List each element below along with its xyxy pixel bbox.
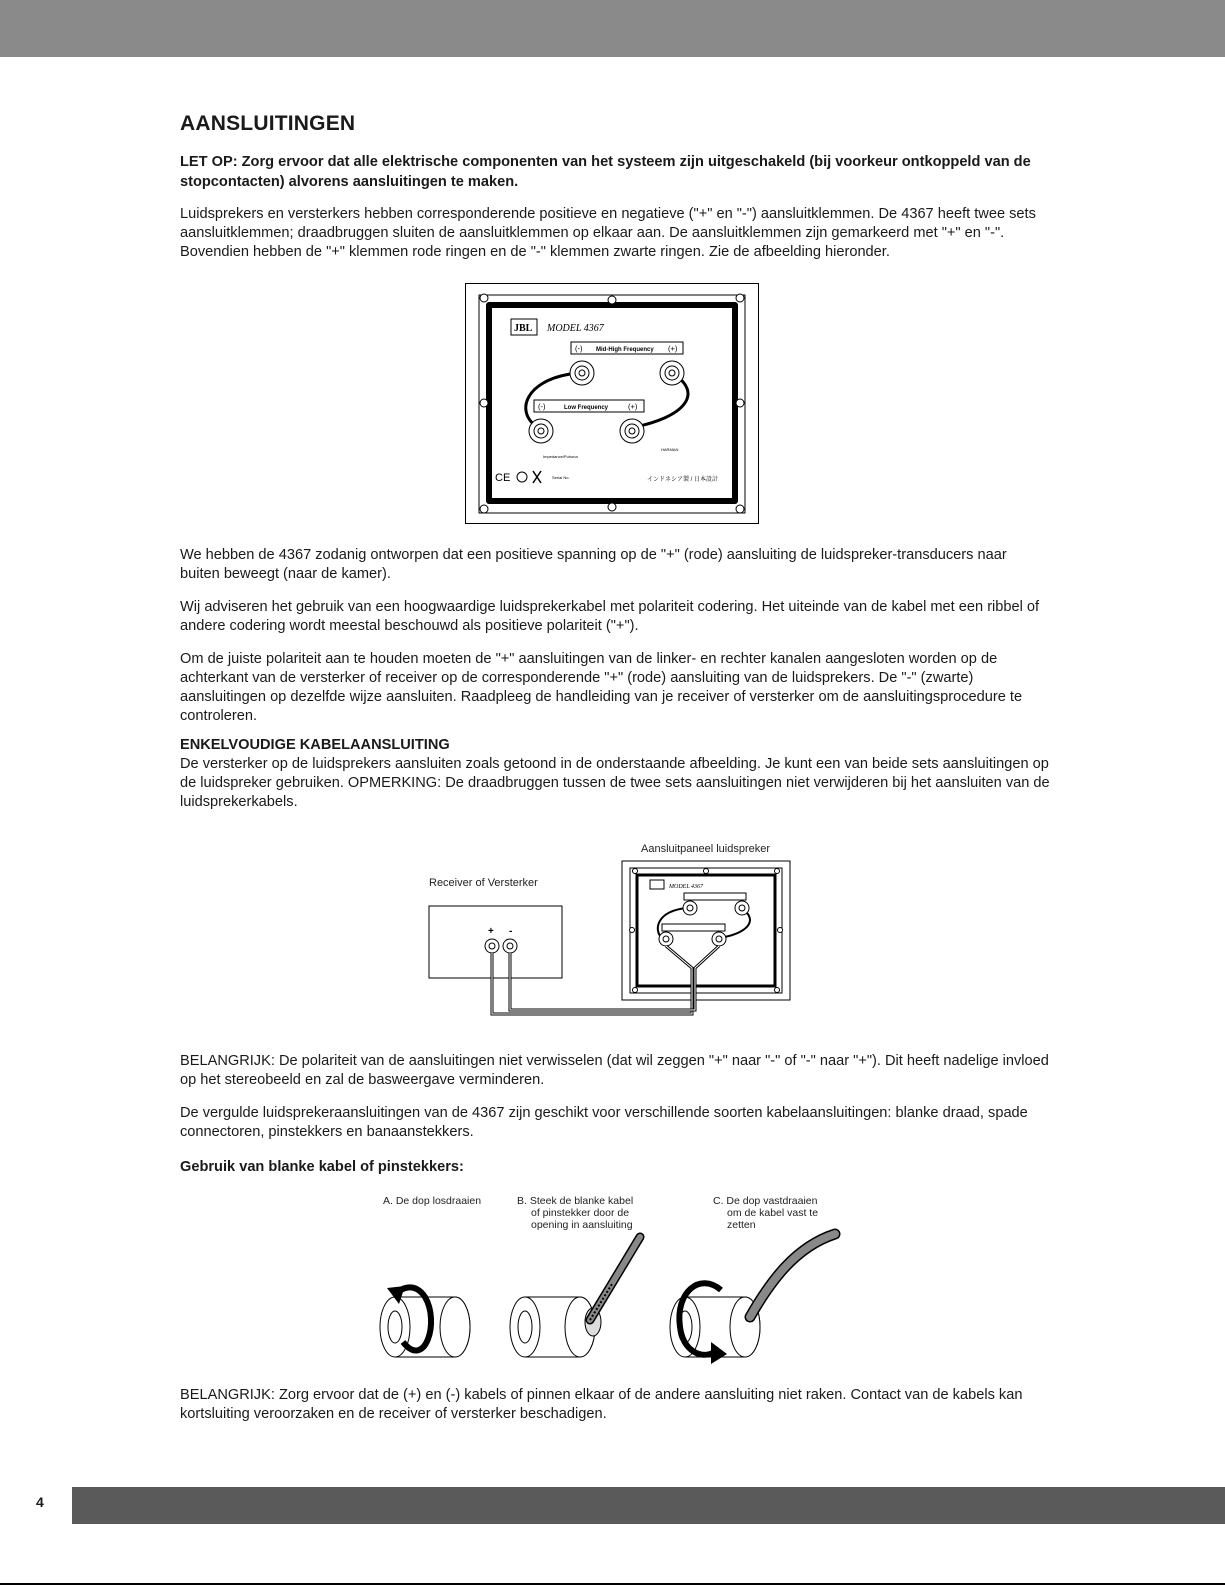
step-a-label: A. De dop losdraaien <box>383 1195 482 1207</box>
step-c-label-2: om de kabel vast te <box>727 1207 819 1219</box>
page-content-4 <box>180 1386 1050 1438</box>
model-label: MODEL 4367 <box>547 323 604 334</box>
step-b-post <box>510 1237 640 1357</box>
hf-plus-label: (+) <box>668 344 678 353</box>
single-connection-heading: ENKELVOUDIGE KABELAANSLUITING <box>180 737 450 753</box>
page-content <box>180 112 1050 276</box>
lf-minus-label: (-) <box>538 402 546 411</box>
header-bar <box>0 0 1225 57</box>
bare-wire-heading: Gebruik van blanke kabel of pinstekkers: <box>180 1159 464 1175</box>
terminal-panel-figure <box>465 283 759 524</box>
single-connection-paragraph: De versterker op de luidsprekers aansluiten zoals getoond in de onderstaande afbeelding. Je kunt een van beide sets aansluitingen op de luidspreker gebruiken. OPMERKING: De draadbruggen tussen de twee sets aansluitingen niet verwijderen bij het aansluiten van de luidsprekerkabels. <box>180 756 1050 810</box>
japanese-label: インドネシア製 / 日本設計 <box>647 477 718 483</box>
design-paragraph: We hebben de 4367 zodanig ontworpen dat een positieve spanning op de "+" (rode) aansluiting de luidspreker-transducers naar buiten beweegt (naar de kamer). <box>180 547 1007 582</box>
receiver-terminal-plus <box>485 939 499 953</box>
diagram-model-label: MODEL 4367 <box>669 884 704 890</box>
gold-terminals-paragraph: De vergulde luidsprekeraansluitingen van de 4367 zijn geschikt voor verschillende soorten kabelaansluitingen: blanke draad, spade connectoren, pinstekkers en banaanstekkers. <box>180 1105 1028 1140</box>
receiver-minus-label: - <box>509 926 513 937</box>
terminal-lf-minus <box>529 419 553 443</box>
step-c-label-1: C. De dop vastdraaien <box>713 1195 818 1207</box>
warning-text: LET OP: Zorg ervoor dat alle elektrische componenten van het systeem zijn uitgeschakeld (bij voorkeur ontkoppeld van de stopcontacten) alvorens aansluitingen te maken. <box>180 154 1031 190</box>
page-content-2 <box>180 546 1050 826</box>
page-content-3 <box>180 1052 1050 1177</box>
receiver-terminal-minus <box>503 939 517 953</box>
page-number: 4 <box>36 1494 44 1510</box>
insulated-wire-icon <box>750 1234 835 1317</box>
binding-post-steps <box>375 1192 845 1372</box>
polarity-paragraph: Om de juiste polariteit aan te houden moeten de "+" aansluitingen van de linker- en rechter kanalen aangesloten worden op de achterkant van de versterker of receiver op de corresponderende "+" (rode) aansluiting van de luidsprekers. De "-" (zwarte) aansluitingen op dezelfde wijze aansluiten. Raadpleeg de handleiding van je receiver of versterker om de aansluitingsprocedure te controleren. <box>180 651 1023 724</box>
jbl-logo: JBL <box>514 323 533 334</box>
footer-bar <box>72 1487 1225 1524</box>
impedance-label: Impedance/Puhona <box>543 454 578 459</box>
terminal-lf-plus <box>620 419 644 443</box>
receiver-label: Receiver of Versterker <box>429 877 538 889</box>
lf-label: Low Frequency <box>564 405 609 411</box>
terminal-hf-minus <box>570 361 594 385</box>
step-b-label-2: of pinstekker door de <box>531 1207 630 1219</box>
screw-icon <box>480 399 488 407</box>
step-c-label-3: zetten <box>727 1219 756 1231</box>
hf-label: Mid-High Frequency <box>596 347 654 353</box>
step-b-label-1: B. Steek de blanke kabel <box>517 1195 634 1207</box>
screw-icon <box>736 294 744 302</box>
lf-plus-label: (+) <box>628 402 638 411</box>
screw-icon <box>480 294 488 302</box>
speaker-panel-label: Aansluitpaneel luidspreker <box>641 843 771 855</box>
important-paragraph-2: BELANGRIJK: Zorg ervoor dat de (+) en (-) kabels of pinnen elkaar of de andere aansluiting niet raken. Contact van de kabels kan kortsluiting veroorzaken en de receiver of versterker beschadigen. <box>180 1387 1023 1422</box>
ce-mark: CE <box>495 472 511 484</box>
intro-paragraph: Luidsprekers en versterkers hebben corresponderende positieve en negatieve ("+" en "-") aansluitklemmen. De 4367 heeft twee sets aansluitklemmen; draadbruggen sluiten de aansluitklemmen op elkaar aan. De aansluitklemmen zijn gemarkeerd met "+" en "-". Bovendien hebben de "+" klemmen rode ringen en de "-" klemmen zwarte ringen. Zie de afbeelding hieronder. <box>180 206 1036 260</box>
step-b-label-3: opening in aansluiting <box>531 1219 633 1231</box>
step-c-post <box>670 1234 835 1364</box>
hf-minus-label: (-) <box>575 344 583 353</box>
cable-paragraph: Wij adviseren het gebruik van een hoogwaardige luidsprekerkabel met polariteit codering. Het uiteinde van de kabel met een ribbel of andere codering wordt meestal beschouwd als positieve polariteit ("+"). <box>180 599 1040 634</box>
harman-label: HARMAN <box>661 447 679 452</box>
receiver-plus-label: + <box>488 926 494 937</box>
terminal-hf-plus <box>660 361 684 385</box>
screw-icon <box>736 505 744 513</box>
serial-label: Serial No. <box>552 475 570 480</box>
screw-icon <box>608 503 616 511</box>
screw-icon <box>736 399 744 407</box>
screw-icon <box>480 505 488 513</box>
important-paragraph-1: BELANGRIJK: De polariteit van de aansluitingen niet verwisselen (dat wil zeggen "+" naar "-" of "-" naar "+"). Dit heeft nadelige invloed op het stereobeeld en zal de basweergave verminderen. <box>180 1053 1049 1088</box>
page-title: AANSLUITINGEN <box>180 112 356 135</box>
screw-icon <box>608 296 616 304</box>
wiring-diagram <box>425 838 805 1028</box>
step-a-post <box>380 1286 470 1357</box>
